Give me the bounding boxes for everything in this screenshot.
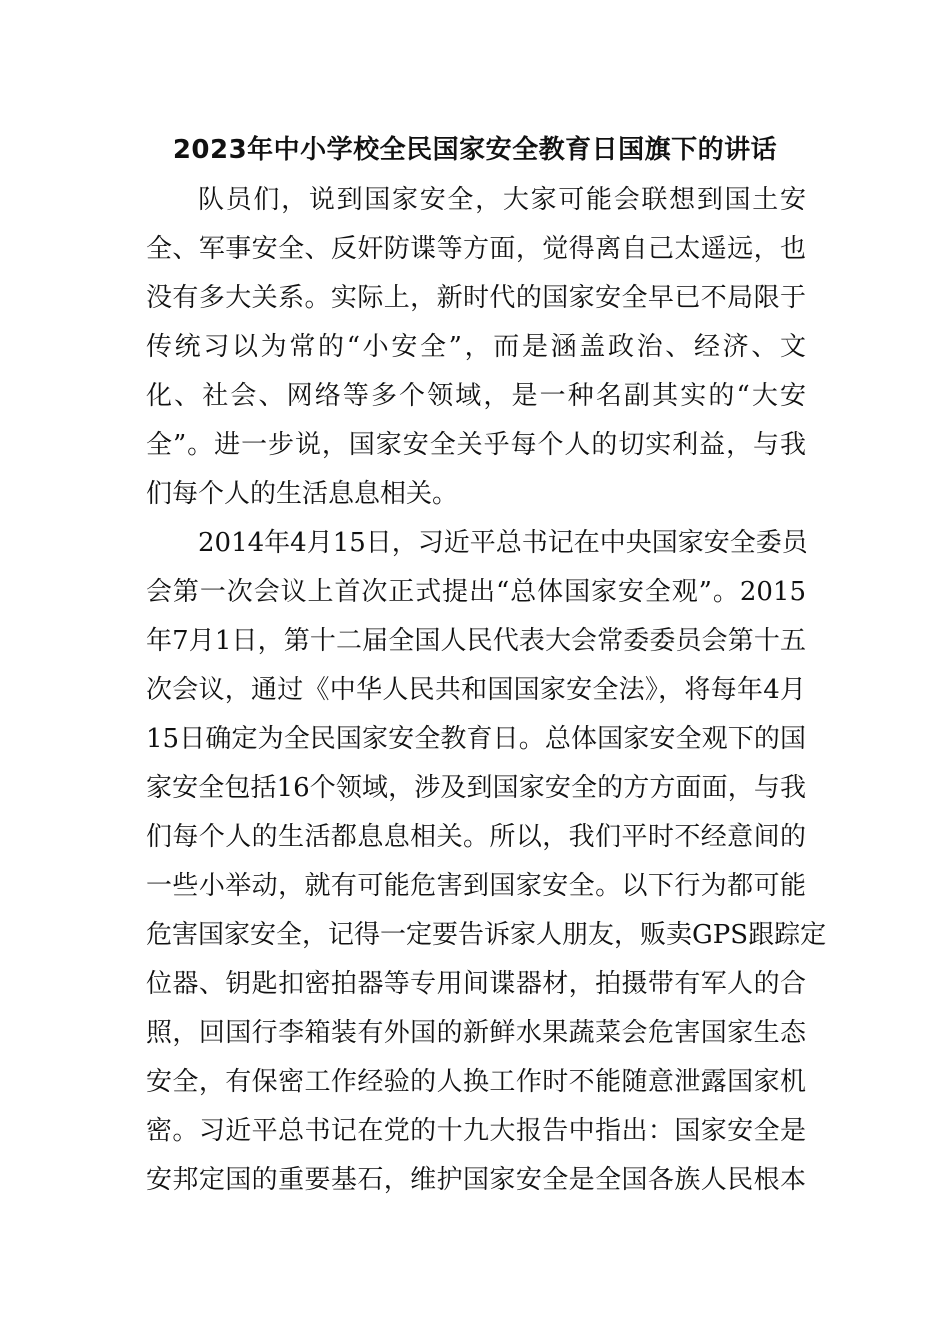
paragraph-line: 家安全包括16个领域，涉及到国家安全的方方面面，与我 <box>146 773 806 803</box>
paragraph-line: 安全，有保密工作经验的人换工作时不能随意泄露国家机 <box>146 1067 806 1097</box>
paragraph-line: 化、社会、网络等多个领域，是一种名副其实的“大安 <box>146 381 806 411</box>
paragraph-line: 会第一次会议上首次正式提出“总体国家安全观”。2015 <box>146 577 806 607</box>
paragraph-line: 2014年4月15日，习近平总书记在中央国家安全委员 <box>198 528 808 558</box>
paragraph-line: 年7月1日，第十二届全国人民代表大会常委委员会第十五 <box>146 626 806 656</box>
paragraph-line: 危害国家安全，记得一定要告诉家人朋友，贩卖GPS跟踪定 <box>146 920 827 950</box>
paragraph-line: 们每个人的生活息息相关。 <box>146 479 459 509</box>
paragraph-line: 传统习以为常的“小安全”，而是涵盖政治、经济、文 <box>146 332 806 362</box>
paragraph-line: 一些小举动，就有可能危害到国家安全。以下行为都可能 <box>146 871 806 901</box>
paragraph-line: 次会议，通过《中华人民共和国国家安全法》，将每年4月 <box>146 675 806 705</box>
paragraph-line: 位器、钥匙扣密拍器等专用间谍器材，拍摄带有军人的合 <box>146 969 806 999</box>
paragraph-line: 15日确定为全民国家安全教育日。总体国家安全观下的国 <box>146 724 806 754</box>
paragraph-line: 没有多大关系。实际上，新时代的国家安全早已不局限于 <box>146 283 806 313</box>
paragraph-line: 们每个人的生活都息息相关。所以，我们平时不经意间的 <box>146 822 806 852</box>
paragraph-line: 安邦定国的重要基石，维护国家安全是全国各族人民根本 <box>146 1165 806 1195</box>
paragraph-line: 全、军事安全、反奸防谍等方面，觉得离自己太遥远，也 <box>146 234 806 264</box>
paragraph-line: 全”。进一步说，国家安全关乎每个人的切实利益，与我 <box>146 430 806 460</box>
document-title: 2023年中小学校全民国家安全教育日国旗下的讲话 <box>172 135 778 165</box>
paragraph-line: 照，回国行李箱装有外国的新鲜水果蔬菜会危害国家生态 <box>146 1018 806 1048</box>
paragraph-line: 队员们，说到国家安全，大家可能会联想到国土安 <box>198 185 806 215</box>
document-body <box>146 176 827 1205</box>
paragraph-line: 密。习近平总书记在党的十九大报告中指出：国家安全是 <box>146 1116 806 1146</box>
